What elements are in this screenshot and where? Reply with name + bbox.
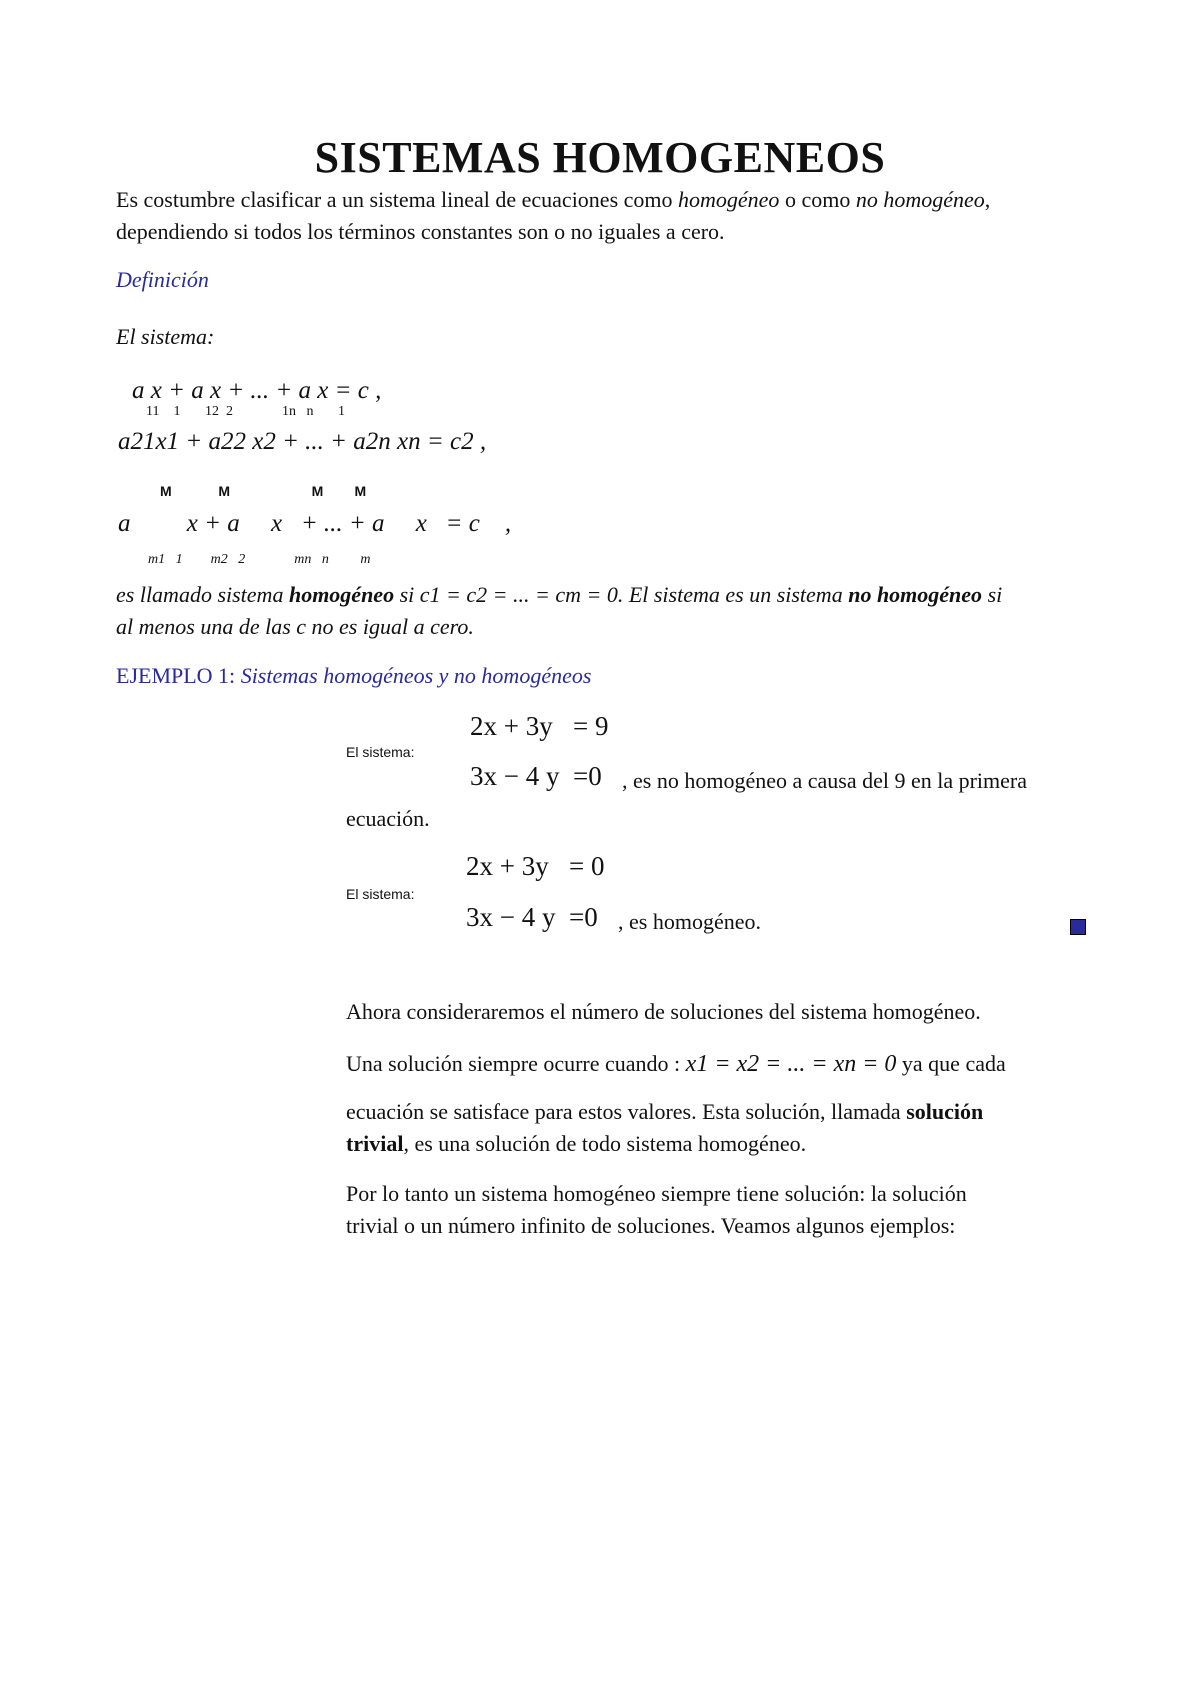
definition-label: Definición [116,267,209,292]
system-row-m-subscripts: m1 1 m2 2 mn n m [148,552,371,567]
trivial-solution-formula: x1 = x2 = ... = xn = 0 [685,1051,897,1077]
conclusion-line-2: al menos una de las c no es igual a cero. [116,614,474,639]
example1-note: , es no homogéneo a causa del 9 en la primera [622,768,1028,793]
paragraph-4-text: , es una solución de todo sistema homogéneo. [403,1131,807,1156]
paragraph-2 [346,1047,1006,1081]
conclusion-line-1 [116,578,1002,611]
paragraph-5: Por lo tanto un sistema homogéneo siempre tiene solución: la solución [346,1181,967,1206]
example1-label: El sistema: [346,744,415,760]
intro-line-2: dependiendo si todos los términos constantes son o no iguales a cero. [116,219,725,244]
example-title: Sistemas homogéneos y no homogéneos [240,663,592,688]
paragraph-1: Ahora consideraremos el número de soluciones del sistema homogéneo. [346,999,981,1024]
example1-eq2: 3x − 4 y =0 [470,761,602,791]
term-homogeneo-bold: homogéneo [288,582,395,607]
intro-text: , [984,187,991,212]
term-homogeneo: homogéneo [678,187,780,212]
intro-line-1 [116,183,990,216]
paragraph-6: trivial o un número infinito de soluciones. Veamos algunos ejemplos: [346,1213,956,1238]
paragraph-4 [346,1127,806,1160]
example2-eq2: 3x − 4 y =0 [466,902,598,932]
conclusion-text: si c1 = c2 = ... = cm = 0. El sistema es un sistema [394,582,849,607]
paragraph-2-text: ya que cada [896,1051,1006,1076]
intro-text: Es costumbre clasificar a un sistema lineal de ecuaciones como [116,187,679,212]
example-heading [116,659,591,692]
system-row-1-subscripts: 11 1 12 2 1n n 1 [146,404,345,419]
example2-note: , es homogéneo. [618,909,761,934]
conclusion-text: si [982,582,1003,607]
example1-eq1: 2x + 3y = 9 [470,711,609,741]
paragraph-3 [346,1095,983,1128]
end-of-example-square-icon [1070,919,1086,935]
example1-note-cont: ecuación. [346,806,430,831]
example-number: EJEMPLO 1: [116,663,241,688]
conclusion-text: es llamado sistema [116,582,289,607]
intro-text: o como [779,187,856,212]
term-trivial: trivial [346,1131,404,1156]
term-no-homogeneo: no homogéneo [855,187,985,212]
page-title: SISTEMAS HOMOGENEOS [314,133,886,182]
term-no-homogeneo-bold: no homogéneo [848,582,983,607]
system-row-2: a21x1 + a22 x2 + ... + a2n xn = c2 , [118,428,487,455]
paragraph-2-text: Una solución siempre ocurre cuando : [346,1051,686,1076]
term-solucion: solución [906,1099,984,1124]
vertical-dots-row: M M M M [160,483,367,499]
example2-eq1: 2x + 3y = 0 [466,851,605,881]
system-row-1: a x + a x + ... + a x = c , [132,377,382,404]
system-row-m: a x + a x + ... + a x = c , [118,510,512,537]
paragraph-3-text: ecuación se satisface para estos valores. Esta solución, llamada [346,1099,907,1124]
example2-label: El sistema: [346,886,415,902]
system-label: El sistema: [116,324,215,349]
